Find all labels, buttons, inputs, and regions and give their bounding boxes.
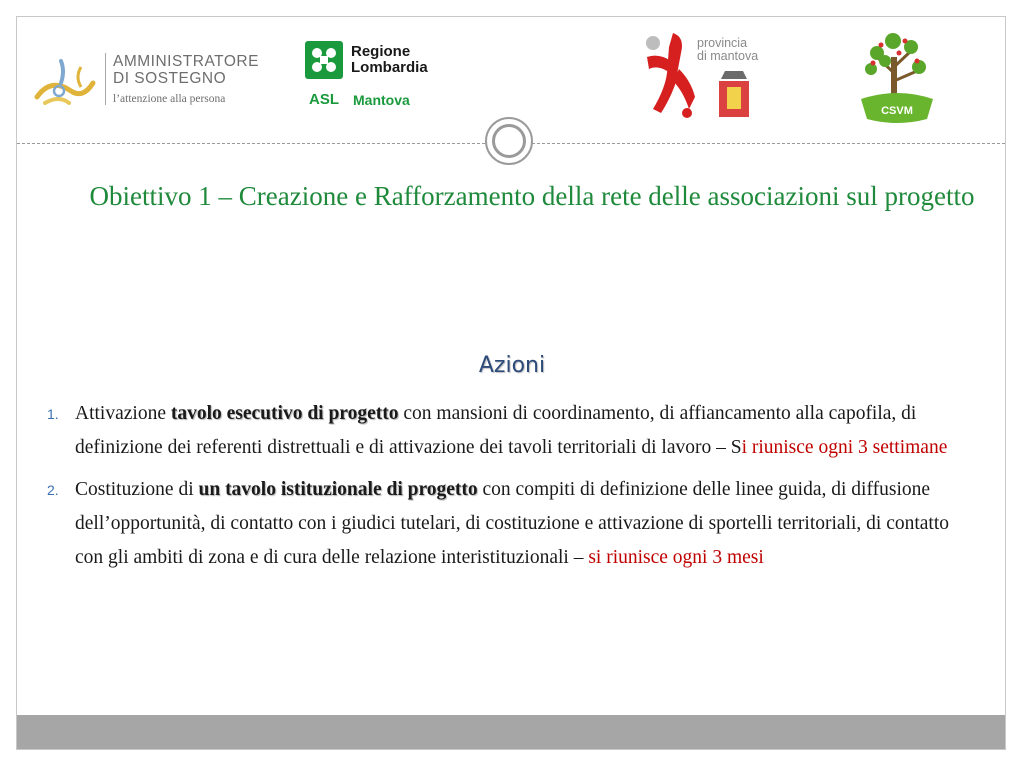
item-highlight: si riunisce ogni 3 mesi xyxy=(588,547,764,568)
csvm-tree-icon xyxy=(847,27,947,127)
action-list xyxy=(47,397,967,583)
ads-divider xyxy=(105,53,106,105)
item-highlight: i riunisce ogni 3 settimane xyxy=(741,437,948,458)
list-number: 2. xyxy=(47,482,59,498)
csvm-logo xyxy=(847,27,947,127)
slide-title: Obiettivo 1 – Creazione e Rafforzamento della rete delle associazioni sul progetto xyxy=(89,181,975,211)
regione-lombardia-wordmark xyxy=(351,44,428,76)
pm-line-1: provincia xyxy=(697,36,748,50)
amministratore-di-sostegno-logo xyxy=(31,47,271,117)
item-bold: un tavolo istituzionale di progetto xyxy=(198,479,478,500)
csvm-label: CSVM xyxy=(881,105,913,117)
list-item xyxy=(47,473,967,575)
rl-line-2: Lombardia xyxy=(351,59,428,76)
ads-line-2: DI SOSTEGNO xyxy=(113,70,227,87)
item-body: con mansioni di coordinamento, di affiancamento alla capofila, di definizione dei referenti distrettuali e di attivazione dei tavoli territoriali di lavoro – S xyxy=(75,403,917,458)
regione-lombardia-logo xyxy=(303,39,453,119)
provincia-wordmark xyxy=(697,37,758,63)
item-prefix: Attivazione xyxy=(75,403,171,424)
provincia-di-mantova-logo xyxy=(639,27,769,127)
slide xyxy=(16,16,1006,750)
asl-label: ASL xyxy=(309,91,339,108)
footer-bar xyxy=(17,715,1005,749)
list-number: 1. xyxy=(47,406,59,422)
asl-city-label: Mantova xyxy=(353,92,410,108)
ads-tagline: l’attenzione alla persona xyxy=(113,93,226,105)
section-heading: Azioni xyxy=(478,353,546,378)
list-item xyxy=(47,397,967,465)
ads-wordmark xyxy=(113,53,259,108)
ads-emblem-icon xyxy=(31,47,101,117)
ads-line-1: AMMINISTRATORE xyxy=(113,53,259,70)
item-body: con compiti di definizione delle linee guida, di diffusione dell’opportunità, di contatto con i giudici tutelari, di costituzione e attivazione di sportelli territoriali, di contatto con gli ambiti di zona e di cura delle relazione interistituzionali – xyxy=(75,479,950,568)
regione-lombardia-emblem-icon xyxy=(305,41,343,79)
item-bold: tavolo esecutivo di progetto xyxy=(170,403,399,424)
rl-line-1: Regione xyxy=(351,43,411,60)
pm-line-2: di mantova xyxy=(697,49,759,63)
item-prefix: Costituzione di xyxy=(75,479,199,500)
divider-ring-icon xyxy=(485,117,533,165)
